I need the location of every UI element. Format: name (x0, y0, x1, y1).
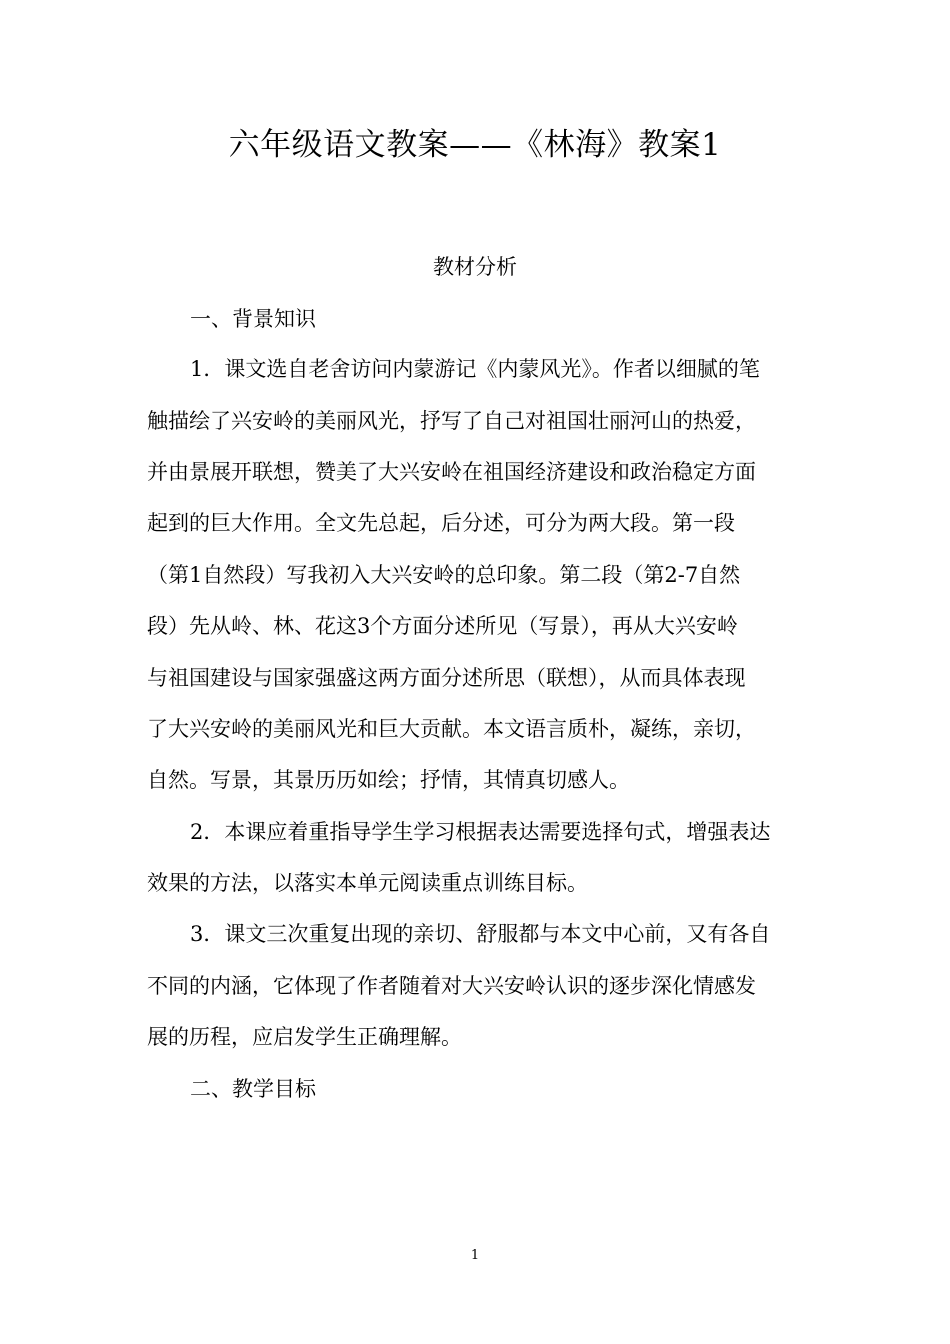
paragraph-line: 展的历程，应启发学生正确理解。 (147, 1025, 462, 1049)
heading-background-knowledge: 一、背景知识 (190, 307, 316, 331)
paragraph-line: （第1自然段）写我初入大兴安岭的总印象。第二段（第2-7自然 (147, 563, 741, 587)
paragraph-line: 效果的方法，以落实本单元阅读重点训练目标。 (147, 871, 588, 895)
paragraph-line: 2．本课应着重指导学生学习根据表达需要选择句式，增强表达 (190, 820, 771, 844)
paragraph-line: 1．课文选自老舍访问内蒙游记《内蒙风光》。作者以细腻的笔 (190, 357, 760, 381)
document-title: 六年级语文教案——《林海》教案1 (228, 127, 722, 163)
paragraph-line: 段）先从岭、林、花这3个方面分述所见（写景），再从大兴安岭 (147, 614, 738, 638)
heading-teaching-goals: 二、教学目标 (190, 1077, 316, 1101)
paragraph-line: 了大兴安岭的美丽风光和巨大贡献。本文语言质朴，凝练，亲切， (147, 717, 756, 741)
paragraph-line: 并由景展开联想，赞美了大兴安岭在祖国经济建设和政治稳定方面 (147, 460, 756, 484)
paragraph-line: 自然。写景，其景历历如绘；抒情，其情真切感人。 (147, 768, 630, 792)
paragraph-line: 触描绘了兴安岭的美丽风光，抒写了自己对祖国壮丽河山的热爱， (147, 409, 756, 433)
page-number: 1 (470, 1248, 480, 1263)
section-heading: 教材分析 (433, 255, 517, 279)
paragraph-line: 3．课文三次重复出现的亲切、舒服都与本文中心前，又有各自 (190, 922, 771, 946)
paragraph-line: 起到的巨大作用。全文先总起，后分述，可分为两大段。第一段 (147, 511, 735, 535)
paragraph-line: 与祖国建设与国家强盛这两方面分述所思（联想），从而具体表现 (147, 666, 746, 690)
paragraph-line: 不同的内涵，它体现了作者随着对大兴安岭认识的逐步深化情感发 (147, 974, 756, 998)
